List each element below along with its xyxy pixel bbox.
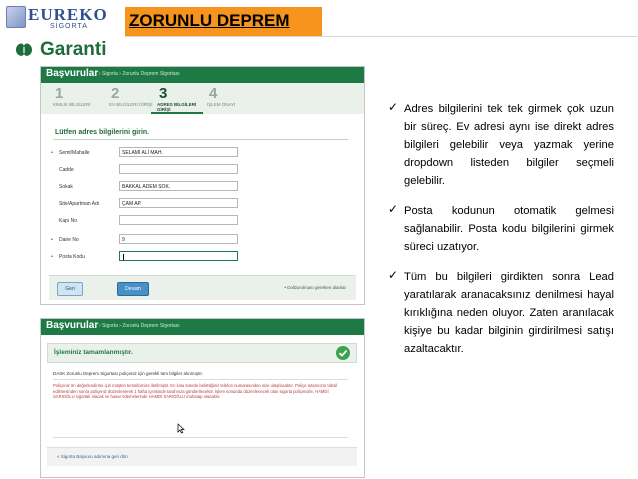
comment-bullet-list bbox=[388, 100, 614, 370]
back-button[interactable]: Geri bbox=[57, 282, 83, 296]
garanti-logo bbox=[12, 38, 132, 62]
step-number: 2 bbox=[111, 85, 120, 102]
app-header-bar bbox=[41, 319, 364, 335]
completion-heading: İşleminiz tamamlanmıştır. bbox=[54, 349, 133, 356]
field-label: Posta Kodu bbox=[59, 254, 85, 260]
step-number: 3 bbox=[159, 85, 168, 102]
required-marker: • bbox=[51, 150, 53, 156]
step-label: KİMLİK BİLGİLERİ bbox=[53, 102, 91, 107]
eureko-logo-subtext: SİGORTA bbox=[50, 23, 88, 30]
eureko-emblem-icon bbox=[6, 6, 26, 28]
completion-summary: DASK Zorunlu Deprem Sigortası poliçeniz için gerekli tüm bilgiler alınmıştır. bbox=[53, 371, 204, 376]
form-divider bbox=[53, 139, 348, 140]
semt-mahalle-input[interactable]: SELAMİ ALİ MAH. bbox=[119, 147, 238, 157]
text-caret bbox=[123, 254, 124, 260]
cadde-input[interactable] bbox=[119, 164, 238, 174]
checkmark-icon: ✓ bbox=[388, 268, 399, 282]
header-divider bbox=[125, 36, 638, 37]
step-indicator bbox=[41, 83, 364, 114]
breadcrumb: › Sigorta › Zorunlu Deprem Sigortası bbox=[99, 71, 180, 77]
field-label: Cadde bbox=[59, 167, 74, 173]
step-label: ADRES BİLGİLERİ GİRİŞİ bbox=[157, 102, 197, 112]
app-header-bar bbox=[41, 67, 364, 83]
required-fields-note: • Doldurulması gereken alanlar bbox=[284, 285, 346, 290]
app-title: Başvurular bbox=[46, 68, 99, 79]
step-3[interactable] bbox=[151, 85, 203, 114]
bullet-item bbox=[388, 268, 614, 358]
field-row-site bbox=[49, 198, 349, 211]
field-row-sokak bbox=[49, 181, 349, 194]
field-row-posta bbox=[49, 251, 349, 264]
continue-button[interactable]: Devam bbox=[117, 282, 149, 296]
bullet-item bbox=[388, 202, 614, 256]
field-label: Kapı No bbox=[59, 218, 78, 224]
bullet-text: Posta kodunun otomatik gelmesi sağlanabilir. Posta kodu bilgilerini girmek süreci uzatıyor. bbox=[404, 205, 614, 253]
step-4[interactable] bbox=[201, 85, 253, 112]
field-label: Semt/Mahalle bbox=[59, 150, 90, 156]
kapi-no-input[interactable] bbox=[119, 215, 238, 225]
step-2[interactable] bbox=[103, 85, 155, 112]
step-label: EV BİLGİLERİ GİRİŞİ bbox=[109, 102, 153, 107]
completion-screenshot bbox=[40, 318, 365, 478]
sokak-input[interactable]: BAKKAL ADEM SOK. bbox=[119, 181, 238, 191]
form-action-bar bbox=[49, 275, 356, 300]
required-marker: • bbox=[51, 237, 53, 243]
field-row-cadde bbox=[49, 164, 349, 177]
garanti-logo-text: Garanti bbox=[40, 39, 107, 60]
eureko-logo bbox=[6, 4, 124, 34]
field-row-daire bbox=[49, 234, 349, 247]
mouse-pointer-icon bbox=[177, 423, 185, 434]
bullet-text: Adres bilgilerini tek tek girmek çok uzun bir süreç. Ev adresi aynı ise direkt adres bilgileri gelebilir veya yazmak yerine dropdown listeden bilgiler seçmeli gelebilir. bbox=[404, 103, 614, 187]
breadcrumb: › Sigorta › Zorunlu Deprem Sigortası bbox=[99, 323, 180, 329]
completion-footer bbox=[47, 447, 357, 466]
step-number: 4 bbox=[209, 85, 218, 102]
bullet-item bbox=[388, 100, 614, 190]
step-label: İŞLEM ONAYI bbox=[207, 102, 236, 107]
form-heading: Lütfen adres bilgilerini girin. bbox=[55, 129, 150, 136]
success-check-icon bbox=[336, 346, 350, 360]
address-form-screenshot bbox=[40, 66, 365, 305]
slide-title: ZORUNLU DEPREM bbox=[129, 11, 290, 30]
field-label: Sokak bbox=[59, 184, 73, 190]
completion-details: Poliçeniz ön değerlendirme için müşteri temsilcimize iletilmiştir. En kısa sürede belirttiğiniz telefon numarasından size ulaşılacaktır. Poliçe tutarınızın tahsil edilmesinden sonra poliçeniz düzenlenerek 1 hafta içerisinde tarafınıza gönderilecektir. İşlem sonunda düzenlenecek olan sigorta poliçenizle, HAMDİ SARIOĞLU sigortalı olacak ve hasar ödemelerinde HAMDİ SARIOĞLU muhatap olacaktır. bbox=[53, 383, 338, 399]
eureko-logo-text: EUREKO bbox=[28, 5, 108, 24]
bullet-text: Tüm bu bilgileri girdikten sonra Lead yaratılarak aranacaksınız denilmesi hayal kırıklığına neden oluyor. Zaten aranılacak kişiye bu kadar bilginin girdirilmesi satışı azaltacaktır. bbox=[404, 271, 614, 355]
posta-kodu-input[interactable] bbox=[119, 251, 238, 261]
field-row-kapi bbox=[49, 215, 349, 228]
step-number: 1 bbox=[55, 85, 64, 102]
completion-heading-box bbox=[47, 343, 357, 363]
field-row-semt bbox=[49, 147, 349, 160]
garanti-clover-icon bbox=[12, 40, 36, 60]
content-divider bbox=[53, 437, 348, 438]
daire-no-input[interactable]: 9 bbox=[119, 234, 238, 244]
app-title: Başvurular bbox=[46, 320, 99, 331]
field-label: Site/Apartman Adı bbox=[59, 201, 100, 207]
content-divider bbox=[53, 379, 348, 380]
checkmark-icon: ✓ bbox=[388, 202, 399, 216]
step-1[interactable] bbox=[47, 85, 99, 112]
site-apartman-input[interactable]: ÇAM AP. bbox=[119, 198, 238, 208]
required-marker: • bbox=[51, 254, 53, 260]
back-to-application-link[interactable]: « Sigorta Başvuru adımına geri dön bbox=[57, 454, 128, 459]
field-label: Daire No bbox=[59, 237, 79, 243]
checkmark-icon: ✓ bbox=[388, 100, 399, 114]
slide-title-bar bbox=[125, 7, 322, 36]
